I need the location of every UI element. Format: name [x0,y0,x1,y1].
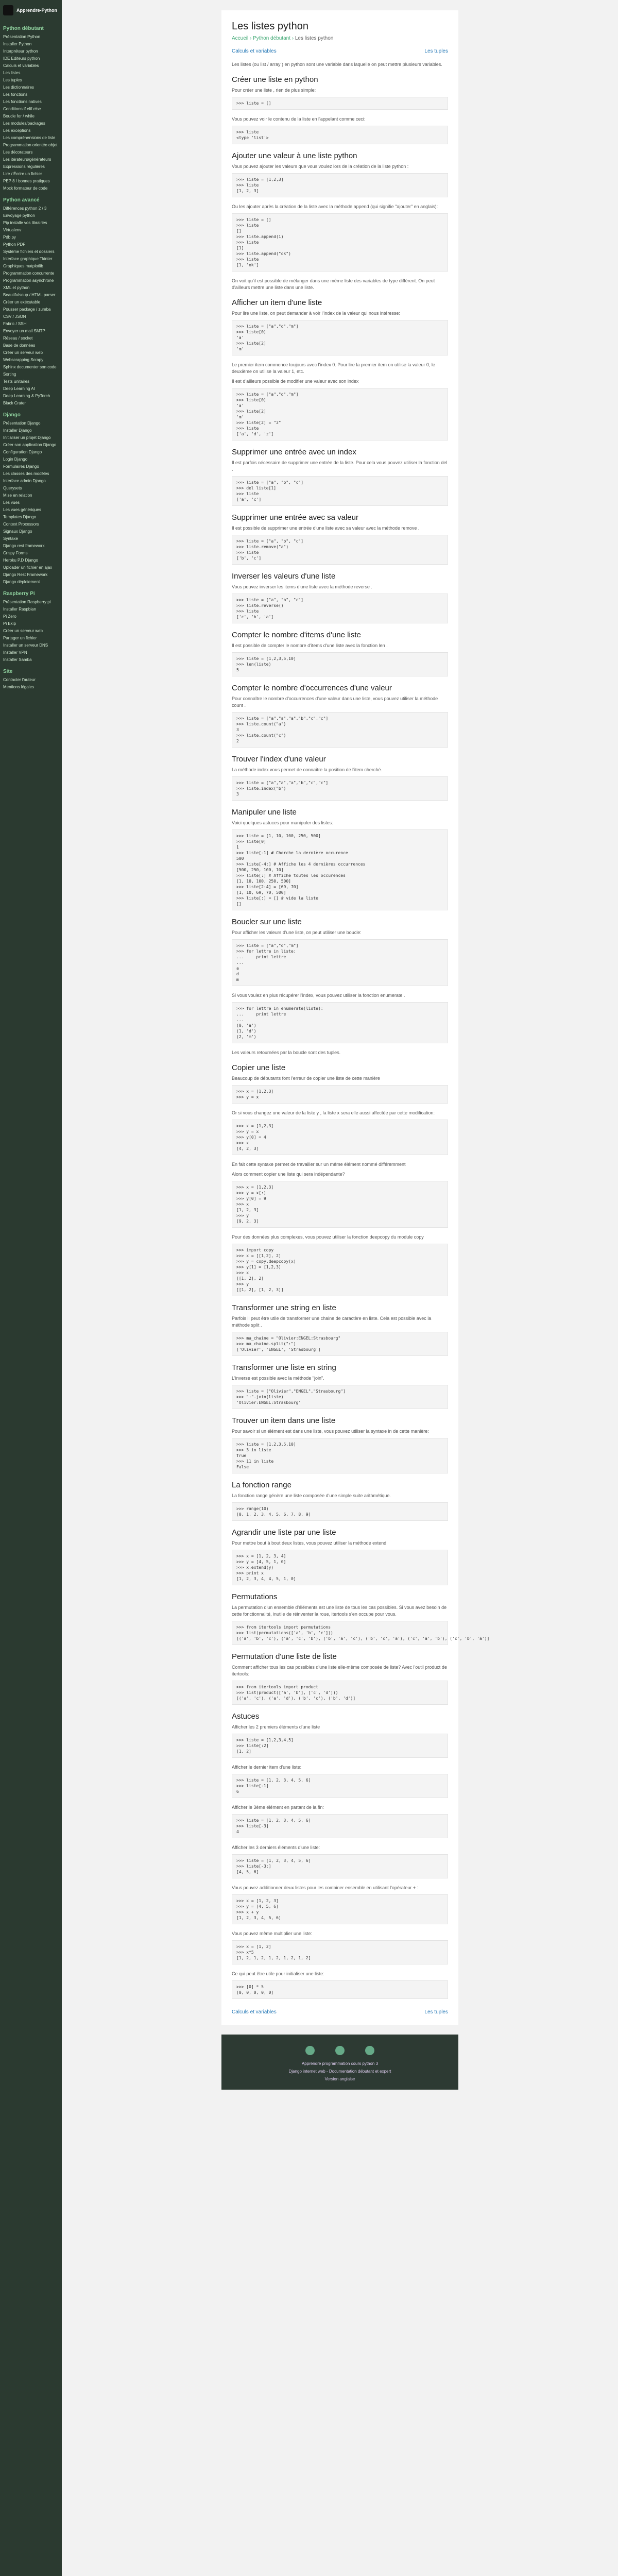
next-page-link-bottom[interactable]: Les tuples [424,2009,448,2015]
sidebar-item[interactable]: Webscrapping Scrapy [3,358,44,362]
section-text: On voit qu'il est possible de mélanger dans une même liste des variables de type différent. On peut d'ailleurs mettre une liste dans une liste. [232,278,435,290]
breadcrumb-section[interactable]: Python débutant [253,36,290,41]
code-block: >>> liste = ["a", "b", "c"] >>> liste.remove("a") >>> liste ['b', 'c'] [232,535,448,565]
django-logo-icon[interactable] [335,2046,345,2055]
code-block: >>> liste = [1, 2, 3, 4, 5, 6] >>> liste[-1] 6 [232,1774,448,1798]
code-block: >>> from itertools import product >>> list(product(['a', 'b'], ['c', 'd'])) [('a', 'c'), ('a', 'd'), ('b', 'c'), ('b', 'd')] [232,1681,448,1705]
section-heading: Ajouter une valeur à une liste python [232,151,357,160]
sidebar-item[interactable]: Programmation concurrente [3,271,55,276]
section-heading: Créer une liste en python [232,75,318,84]
section-text: Vous pouvez inverser les items d'une liste avec la méthode reverse . [232,584,372,589]
section-text: L'inverse est possible avec la méthode "join". [232,1376,324,1381]
section-heading: Boucler sur une liste [232,918,302,926]
sidebar-item[interactable]: Pip installe vos librairies [3,221,47,225]
sidebar-item[interactable]: Envoyage python [3,213,35,218]
sidebar-item[interactable]: Mentions légales [3,685,35,689]
code-block: >>> from itertools import permutations >>> list(permutations(['a', 'b', 'c'])) [('a', 'b', 'c'), ('a', 'c', 'b'), ('b', 'a', 'c'), ('b', 'c', 'a'), ('c', 'a', 'b'), ('c', 'b', 'a')] [232,1621,448,1645]
sidebar-item[interactable]: Les fonctions [3,92,28,97]
code-block: >>> [0] * 5 [0, 0, 0, 0, 0] [232,1980,448,1999]
code-block: >>> ma_chaine = "Olivier:ENGEL:Strasbourg" >>> ma_chaine.split(":") ['Olivier', 'ENGEL', 'Strasbourg'] [232,1332,448,1356]
section-heading: Transformer une liste en string [232,1363,336,1372]
sidebar-item[interactable]: Formulaires Django [3,464,39,469]
sidebar-item[interactable]: Les exceptions [3,128,31,133]
code-block: >>> liste = ["a","d","m"] >>> for lettre in liste: ... print lettre ... a d m [232,939,448,986]
sidebar-item[interactable]: Installer Samba [3,657,32,662]
article [221,10,490,2025]
sidebar-item[interactable]: Login Django [3,457,28,462]
sidebar-item[interactable]: Boucle for / while [3,114,35,118]
sidebar-item[interactable]: Configuration Django [3,450,42,454]
sidebar-item[interactable]: Créer un serveur web [3,629,43,633]
section-text: Vous pouvez même multiplier une liste: [232,1931,313,1936]
section-text: Comment afficher tous les cas possibles d'une liste elle-même composée de liste? Avec l'outil product de itertools: [232,1665,447,1676]
section-text: Il est possible de supprimer une entrée d'une liste avec sa valeur avec la méthode remove . [232,526,420,531]
sidebar-item[interactable]: Initialiser un projet Django [3,435,51,440]
python-logo-icon[interactable] [305,2046,315,2055]
code-block: >>> liste = [1, 2, 3, 4, 5, 6] >>> liste[-3:] [4, 5, 6] [232,1854,448,1878]
sidebar-item[interactable]: Pousser package / zumba [3,307,51,312]
section-text: Pour créer une liste , rien de plus simple: [232,88,316,93]
section-text: Il est d'ailleurs possible de modifier une valeur avec son index [232,379,359,384]
section-heading: Transformer une string en liste [232,1303,336,1312]
sidebar-item[interactable]: Les classes des modèles [3,471,49,476]
section-heading: La fonction range [232,1481,291,1489]
sidebar-item[interactable]: Les itérateurs/générateurs [3,157,52,162]
sidebar-item[interactable]: Django rest framework [3,544,45,548]
section-text: Afficher le 3ème élément en partant de la fin: [232,1805,324,1810]
sidebar-item[interactable]: Installer Python [3,42,32,46]
section-heading: Copier une liste [232,1063,286,1072]
code-block: >>> x = [1,2,3] >>> y = x [232,1085,448,1104]
sidebar-item[interactable]: Deep Learning AI [3,386,35,391]
section-text: Alors comment copier une liste qui sera indépendante? [232,1172,345,1177]
sidebar-item[interactable]: Pi Zero [3,614,16,619]
section-text: Pour mettre bout à bout deux listes, vous pouvez utiliser la méthode extend [232,1540,387,1546]
sidebar-item[interactable]: Mock formateur de code [3,186,48,191]
sidebar-item[interactable]: Deep Learning & PyTorch [3,394,50,398]
next-page-link[interactable]: Les tuples [424,48,448,54]
sidebar-item[interactable]: Les compréhensions de liste [3,135,56,140]
sidebar-item[interactable]: Partager un fichier [3,636,37,640]
section-text: Vous pouvez voir le contenu de la liste en l'appelant comme ceci: [232,116,366,122]
sidebar-item[interactable]: Système fichiers et dossiers [3,249,55,254]
sidebar-item[interactable]: Querysets [3,486,22,490]
sidebar-item[interactable]: Tests unitaires [3,379,30,384]
section-text: Pour connaître le nombre d'occurrences d'une valeur dans une liste, vous pouvez utiliser la méthode count . [232,696,438,708]
sidebar-item[interactable]: Programmation asynchrone [3,278,54,283]
sidebar-list [0,33,62,192]
footer [221,2035,458,2090]
sidebar-item[interactable]: Les décorateurs [3,150,33,155]
code-block: >>> x = [1, 2] >>> x*5 [1, 2, 1, 2, 1, 2, 1, 2, 1, 2] [232,1940,448,1964]
sidebar-item[interactable]: Créer son application Django [3,443,57,447]
section-text: Pour des données plus complexes, vous pouvez utiliser la fonction deepcopy du module copy [232,1234,424,1240]
breadcrumb-home[interactable]: Accueil [232,36,249,41]
sidebar-item[interactable]: Django Rest Framework [3,572,48,577]
sidebar-item[interactable]: Différences python 2 / 3 [3,206,47,211]
main-area [62,0,618,2576]
sidebar-item[interactable]: Syntaxe [3,536,18,541]
section-text: Pour afficher les valeurs d'une liste, on peut utiliser une boucle: [232,930,362,935]
prev-page-link[interactable]: Calculs et variables [232,48,277,54]
sidebar-item[interactable]: Interface graphique Tkinter [3,257,53,261]
code-block: >>> liste = ["Olivier","ENGEL","Strasbourg"] >>> ":".join(liste) 'Olivier:ENGEL:Strasbourg' [232,1385,448,1409]
sidebar-item[interactable]: Calculs et variables [3,63,39,68]
code-block: >>> liste = [] [232,97,448,110]
sidebar-item[interactable]: Présentation Raspberry pi [3,600,51,604]
code-block: >>> liste = [1,2,3] >>> liste [1, 2, 3] [232,173,448,197]
site-logo-icon [3,5,13,15]
code-block: >>> range(10) [0, 1, 2, 3, 4, 5, 6, 7, 8, 9] [232,1502,448,1521]
section-text: Les valeurs retournées par la boucle sont des tuples. [232,1050,341,1055]
sidebar-section-title: Django [3,412,21,418]
footer-line-1: Apprendre programmation cours python 3 [301,2061,379,2066]
section-heading: Inverser les valeurs d'une liste [232,572,336,581]
sidebar-item[interactable]: IDE Editeurs python [3,56,40,61]
section-text: Le premier item commence toujours avec l'index 0. Pour lire la premier item on utilise la valeur 0, le deuxième on utilise la valeur 1, etc. [232,362,435,374]
sidebar-list [0,676,62,691]
sidebar-item[interactable]: Signaux Django [3,529,32,534]
sidebar-item[interactable]: Les dictionnaires [3,85,35,90]
sidebar-item[interactable]: Sorting [3,372,16,377]
sidebar-item[interactable]: Expressions régulières [3,164,45,169]
sidebar-item[interactable]: Les fonctions natives [3,99,42,104]
code-block: >>> x = [1, 2, 3] >>> y = [4, 5, 6] >>> x + y [1, 2, 3, 4, 5, 6] [232,1894,448,1924]
section-text: En fait cette syntaxe permet de travailler sur un même élément nommé différemment [232,1162,406,1167]
sidebar-item[interactable]: Présentation Python [3,35,41,39]
sidebar-list [0,420,62,586]
sidebar-section-title: Raspberry Pi [3,591,35,597]
section-text: La permutation d'un ensemble d'éléments est une liste de tous les cas possibles. Si vous avez besoin de cette fonctionnalité, inutile de réinventer la roue, itertools s'en occupe pour vous. [232,1605,447,1617]
breadcrumb: Accueil › Python débutant › Les listes python [232,36,334,41]
sidebar-section-title: Python avancé [3,197,40,203]
sidebar-item[interactable]: Virtualenv [3,228,22,232]
section-heading: Manipuler une liste [232,808,297,817]
sidebar-list [0,599,62,664]
sidebar-section-title: Python débutant [3,26,44,31]
section-text: Vous pouvez additionner deux listes pour les combiner ensemble en utilisant l'opérateur + : [232,1885,419,1890]
code-block: >>> liste = [] >>> liste [] >>> liste.append(1) >>> liste [1] >>> liste.append("ok") >>> liste [1, 'ok'] [232,213,448,272]
code-block: >>> for lettre in enumerate(liste): ... print lettre ... (0, 'a') (1, 'd') (2, 'm') [232,1002,448,1043]
section-text: Si vous voulez en plus récupérer l'index, vous pouvez utiliser la fonction enumerate . [232,993,405,998]
section-text: Afficher les 3 derniers éléments d'une liste: [232,1845,320,1850]
code-block: >>> liste = ["a","d","m"] >>> liste[0] 'a' >>> liste[2] 'm' [232,320,448,355]
sidebar-item[interactable]: Pdb.py [3,235,16,240]
footer-icons [221,2046,458,2055]
sidebar-item[interactable]: Lire / Écrire un fichier [3,172,42,176]
article-sections [232,61,490,1999]
section-text: Il est parfois nécessaire de supprimer une entrée de la liste. Pour cela vous pouvez utiliser la fonction del . [232,460,448,472]
sidebar-item[interactable]: Heroku P.D Django [3,558,38,563]
section-text: Pour savoir si un élément est dans une liste, vous pouvez utiliser la syntaxe in de cette manière: [232,1429,429,1434]
sidebar-item[interactable]: Les vues génériques [3,507,41,512]
site-brand-title: Apprendre-Python [16,8,58,13]
page-nav-bottom [232,2009,448,2015]
sidebar-item[interactable]: Installer un serveur DNS [3,643,48,648]
sidebar [0,0,62,2576]
sidebar-item[interactable]: Interpréteur python [3,49,38,54]
sidebar-item[interactable]: Programmation orientée objet [3,143,58,147]
sidebar-item[interactable]: Installer Django [3,428,32,433]
sidebar-item[interactable]: Black Crater [3,401,26,405]
sidebar-item[interactable]: Fabric / SSH [3,321,27,326]
code-block: >>> liste = [1, 10, 100, 250, 500] >>> liste[0] 1 >>> liste[-1] # Cherche la dernière occurence 500 >>> liste[-4:] # Affiche les 4 dernières occurrences [500, 250, 100, 10] >>> liste[:] # Affiche toutes les occurences [1, 10, 100, 250, 500] >>> liste[2:4] = [69, 70] [1, 10, 69, 70, 500] >>> liste[:] = [] # vide la liste [] [232,829,448,910]
code-block: >>> liste = ["a", "b", "c"] >>> del liste[1] >>> liste ['a', 'c'] [232,476,448,506]
section-heading: Agrandir une liste par une liste [232,1528,336,1537]
prev-page-link-bottom[interactable]: Calculs et variables [232,2009,277,2015]
sidebar-item[interactable]: Pi Ekip [3,621,16,626]
section-text: Voici quelques astuces pour manipuler des listes: [232,820,333,825]
code-block: >>> x = [1, 2, 3, 4] >>> y = [4, 5, 1, 0] >>> x.extend(y) >>> print x [1, 2, 3, 4, 4, 5, 1, 0] [232,1550,448,1585]
code-block: >>> liste = [1,2,3,5,10] >>> 3 in liste True >>> 11 in liste False [232,1438,448,1473]
section-heading: Supprimer une entrée avec sa valeur [232,513,358,522]
sidebar-item[interactable]: XML et python [3,285,30,290]
section-text: Ce qui peut être utile pour initialiser une liste: [232,1971,324,1976]
code-block: >>> liste = [1,2,3,5,10] >>> len(liste) 5 [232,652,448,676]
breadcrumb-current: Les listes python [295,36,334,41]
code-block: >>> liste = [1,2,3,4,5] >>> liste[:2] [1, 2] [232,1734,448,1758]
section-heading: Trouver un item dans une liste [232,1416,336,1425]
sidebar-item[interactable]: Crispy Forms [3,551,28,555]
raspberry-logo-icon[interactable] [365,2046,374,2055]
section-heading: Astuces [232,1712,260,1721]
sidebar-item[interactable]: Les tuples [3,78,22,82]
sidebar-item[interactable]: Graphiques matplotlib [3,264,43,268]
section-text: Afficher le dernier item d'une liste: [232,1765,302,1770]
sidebar-item[interactable]: Contacter l'auteur [3,677,36,682]
sidebar-item[interactable]: Les modules/packages [3,121,45,126]
sidebar-item[interactable]: CSV / JSON [3,314,26,319]
section-text: Or si vous changez une valeur de la liste y , la liste x sera elle aussi affectée par cette modification: [232,1110,435,1115]
sidebar-list [0,205,62,407]
page-title: Les listes python [232,21,308,32]
code-block: >>> liste <type 'list'> [232,126,448,144]
footer-line-2: Django internet web - Documentation débutant et expert [288,2069,391,2074]
section-heading: Permutation d'une liste de liste [232,1652,337,1661]
section-text: Vous pouvez ajouter les valeurs que vous voulez lors de la création de la liste python : [232,164,409,169]
sidebar-item[interactable]: PEP 8 / bonnes pratiques [3,179,50,183]
sidebar-item[interactable]: Les vues [3,500,20,505]
section-text: La méthode index vous permet de connaître la position de l'item cherché. [232,767,382,772]
code-block: >>> x = [1,2,3] >>> y = x[:] >>> y[0] = 9 >>> x [1, 2, 3] >>> y [9, 2, 3] [232,1181,448,1228]
section-heading: Afficher un item d'une liste [232,298,322,307]
sidebar-item[interactable]: Beautifulsoup / HTML parser [3,293,56,297]
code-block: >>> import copy >>> x = [[1,2], 2] >>> y = copy.deepcopy(x) >>> y[1] = [1,2,3] >>> x [[1, 2], 2] >>> y [[1, 2], [1, 2, 3]] [232,1244,448,1296]
section-text: Afficher les 2 premiers éléments d'une liste [232,1724,320,1730]
site-brand[interactable] [0,3,62,21]
sidebar-section-title: Site [3,669,13,674]
section-text: Parfois il peut être utile de transformer une chaine de caractère en liste. Cela est possible avec la méthode split . [232,1316,432,1328]
section-text: La fonction range génère une liste composée d'une simple suite arithmétique. [232,1493,391,1498]
section-heading: Supprimer une entrée avec un index [232,448,356,456]
page-nav-top [232,48,448,54]
sidebar-item[interactable]: Uploader un fichier en ajax [3,565,53,570]
section-heading: Compter le nombre d'occurrences d'une valeur [232,684,392,692]
footer-line-3[interactable]: Version anglaise [324,2077,355,2081]
sidebar-sections [0,26,62,691]
section-heading: Trouver l'index d'une valeur [232,755,326,764]
sidebar-item[interactable]: Mise en relation [3,493,32,498]
sidebar-item[interactable]: Installer Raspbian [3,607,37,612]
code-block: >>> liste = ["a", "b", "c"] >>> liste.reverse() >>> liste ['c', 'b', 'a'] [232,594,448,623]
sidebar-item[interactable]: Envoyer un mail SMTP [3,329,45,333]
section-text: Pour lire une liste, on peut demander à voir l'index de la valeur qui nous intéresse: [232,311,400,316]
sidebar-item[interactable]: Les listes [3,71,21,75]
sidebar-item[interactable]: Réseau / socket [3,336,33,341]
sidebar-item[interactable]: Context Processors [3,522,39,527]
sidebar-item[interactable]: Interface admin Django [3,479,46,483]
sidebar-item[interactable]: Django déploiement [3,580,40,584]
section-text: Ou les ajouter après la création de la liste avec la méthode append (qui signifie "ajouter" en anglais): [232,204,438,209]
code-block: >>> liste = [1, 2, 3, 4, 5, 6] >>> liste[-3] 4 [232,1814,448,1838]
code-block: >>> liste = ["a","a","a","b","c","c"] >>> liste.index("b") 3 [232,776,448,801]
section-text: Beaucoup de débutants font l'erreur de copier une liste de cette manière [232,1076,380,1081]
sidebar-item[interactable]: Templates Django [3,515,37,519]
sidebar-item[interactable]: Python PDF [3,242,26,247]
sidebar-item[interactable]: Base de données [3,343,36,348]
sidebar-item[interactable]: Créer un serveur web [3,350,43,355]
code-block: >>> liste = ["a","a","a","b","c","c"] >>> liste.count("a") 3 >>> liste.count("c") 2 [232,712,448,748]
sidebar-item[interactable]: Présentation Django [3,421,41,426]
sidebar-item[interactable]: Conditions if elif else [3,107,41,111]
sidebar-item[interactable]: Créer un exécutable [3,300,41,304]
section-heading: Compter le nombre d'items d'une liste [232,631,361,639]
code-block: >>> liste = ["a","d","m"] >>> liste[0] 'a' >>> liste[2] 'm' >>> liste[2] = "z" >>> liste ['a', 'd', 'z'] [232,388,448,440]
sidebar-item[interactable]: Sphinx documenter son code [3,365,57,369]
code-block: >>> x = [1,2,3] >>> y = x >>> y[0] = 4 >>> x [4, 2, 3] [232,1120,448,1155]
section-heading: Permutations [232,1592,278,1601]
sidebar-item[interactable]: Installer VPN [3,650,27,655]
section-text: Les listes (ou list / array ) en python sont une variable dans laquelle on peut mettre plusieurs variables. [232,62,442,67]
section-text: Il est possible de compter le nombre d'items d'une liste avec la fonction len . [232,643,388,648]
